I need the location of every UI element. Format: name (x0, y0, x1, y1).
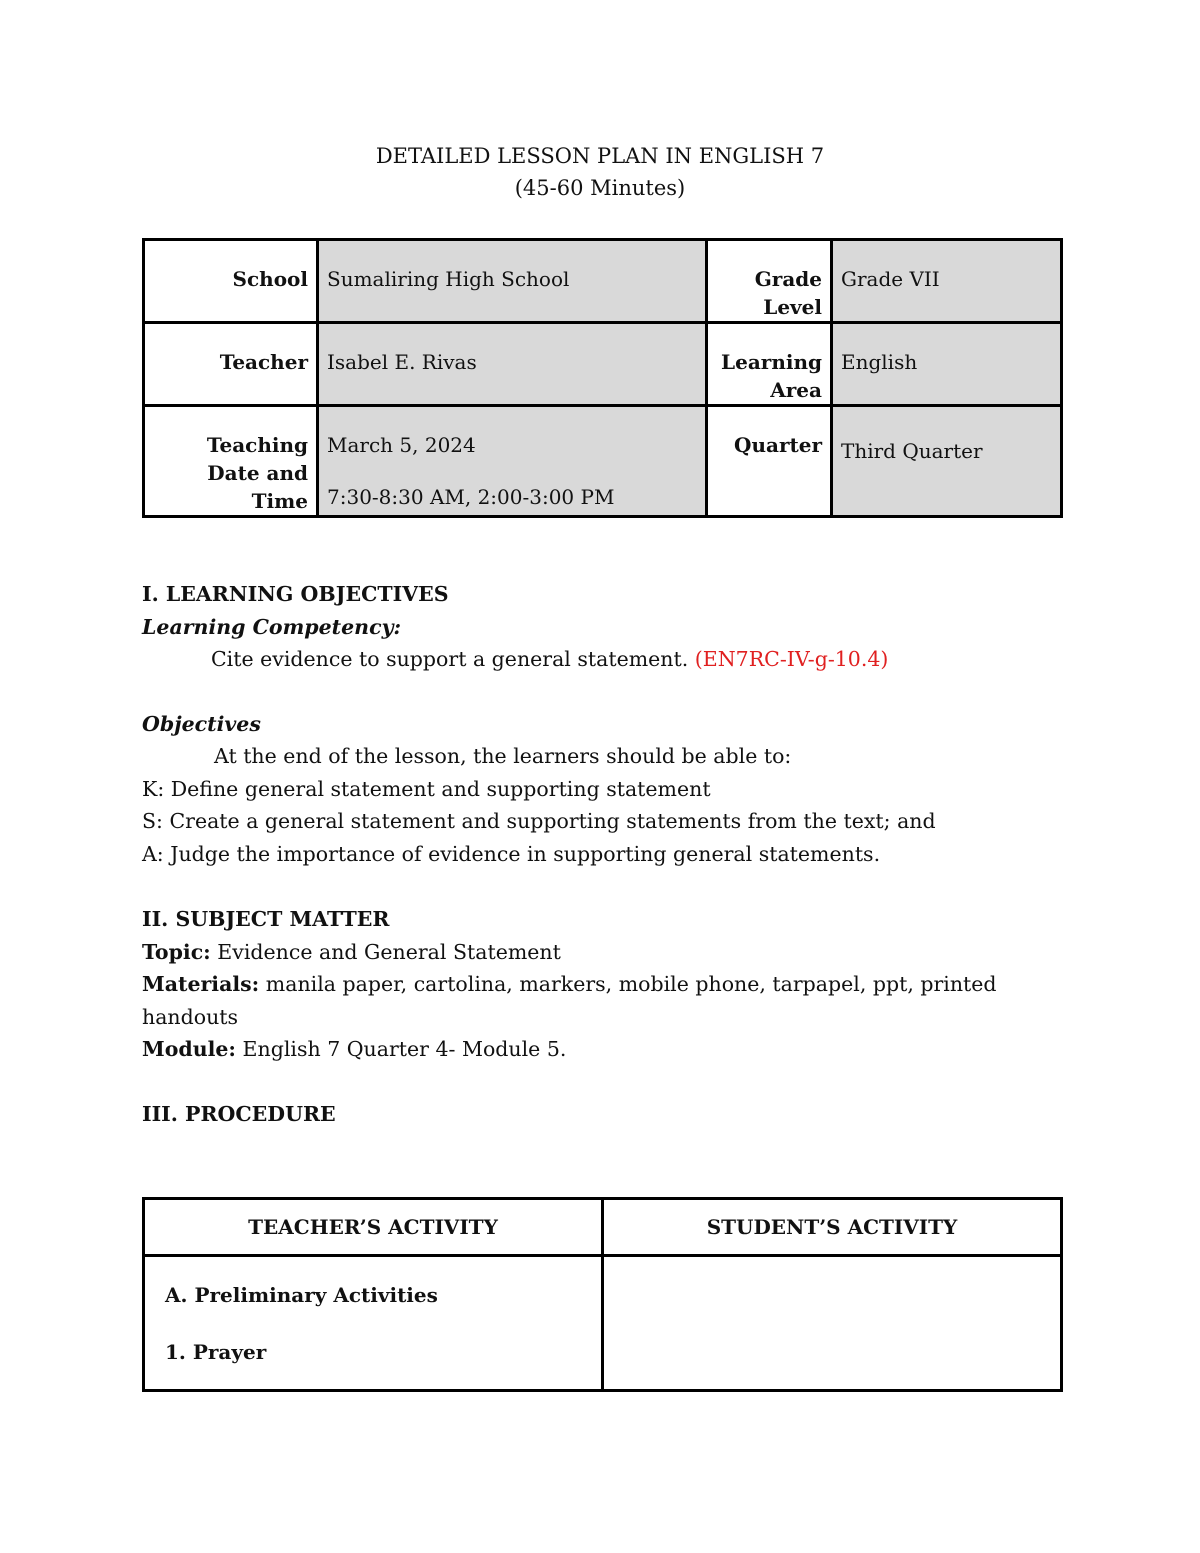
student-activity-header: STUDENT’S ACTIVITY (603, 1199, 1062, 1256)
quarter-label: Quarter (707, 406, 832, 517)
objective-skill: S: Create a general statement and supporting statements from the text; and (142, 809, 936, 833)
materials-line-2: handouts (142, 1004, 239, 1029)
teaching-date-label: Teaching Date and Time (144, 406, 318, 517)
teacher-activity-cell (144, 1256, 603, 1391)
objectives-section (142, 578, 1072, 870)
competency-label: Learning Competency: (142, 614, 402, 639)
lesson-info-table (142, 238, 1063, 518)
materials-line: Materials: manila paper, cartolina, markers, mobile phone, tarpapel, ppt, printed (142, 972, 997, 996)
grade-level-value: Grade VII (832, 240, 1062, 323)
document-subtitle: (45-60 Minutes) (514, 176, 686, 200)
learning-area-value: English (832, 323, 1062, 406)
objectives-label: Objectives (142, 711, 261, 736)
topic-line: Topic: Evidence and General Statement (142, 939, 561, 964)
competency-code: (EN7RC-IV-g-10.4) (694, 647, 889, 671)
school-label: School (144, 240, 318, 323)
procedure-row (144, 1256, 1062, 1391)
preliminary-activities: A. Preliminary Activities (165, 1283, 438, 1307)
school-value: Sumaliring High School (318, 240, 707, 323)
objective-knowledge: K: Define general statement and supporting statement (142, 776, 711, 801)
prayer-item: 1. Prayer (165, 1340, 267, 1364)
learning-area-label: Learning Area (707, 323, 832, 406)
competency-text: Cite evidence to support a general statement. (EN7RC-IV-g-10.4) (211, 647, 889, 671)
info-row-date (144, 406, 1062, 517)
procedure-table (142, 1197, 1063, 1392)
quarter-value: Third Quarter (832, 406, 1062, 517)
document-title-block (0, 140, 1200, 204)
objective-attitude: A: Judge the importance of evidence in supporting general statements. (142, 841, 881, 866)
teacher-label: Teacher (144, 323, 318, 406)
student-activity-cell (603, 1256, 1062, 1391)
procedure-header-row (144, 1199, 1062, 1256)
teacher-activity-header: TEACHER’S ACTIVITY (144, 1199, 603, 1256)
subject-matter-section (142, 903, 1072, 1130)
objectives-intro: At the end of the lesson, the learners should be able to: (214, 744, 792, 768)
subject-heading: II. SUBJECT MATTER (142, 907, 390, 931)
grade-level-label: Grade Level (707, 240, 832, 323)
module-line: Module: English 7 Quarter 4- Module 5. (142, 1037, 567, 1061)
time-value: 7:30-8:30 AM, 2:00-3:00 PM (327, 485, 615, 509)
teaching-date-value (318, 406, 707, 517)
date-value: March 5, 2024 (327, 433, 476, 457)
info-row-school (144, 240, 1062, 323)
document-title: DETAILED LESSON PLAN IN ENGLISH 7 (375, 144, 825, 168)
teacher-value: Isabel E. Rivas (318, 323, 707, 406)
procedure-heading: III. PROCEDURE (142, 1101, 336, 1126)
info-row-teacher (144, 323, 1062, 406)
objectives-heading: I. LEARNING OBJECTIVES (142, 582, 449, 606)
